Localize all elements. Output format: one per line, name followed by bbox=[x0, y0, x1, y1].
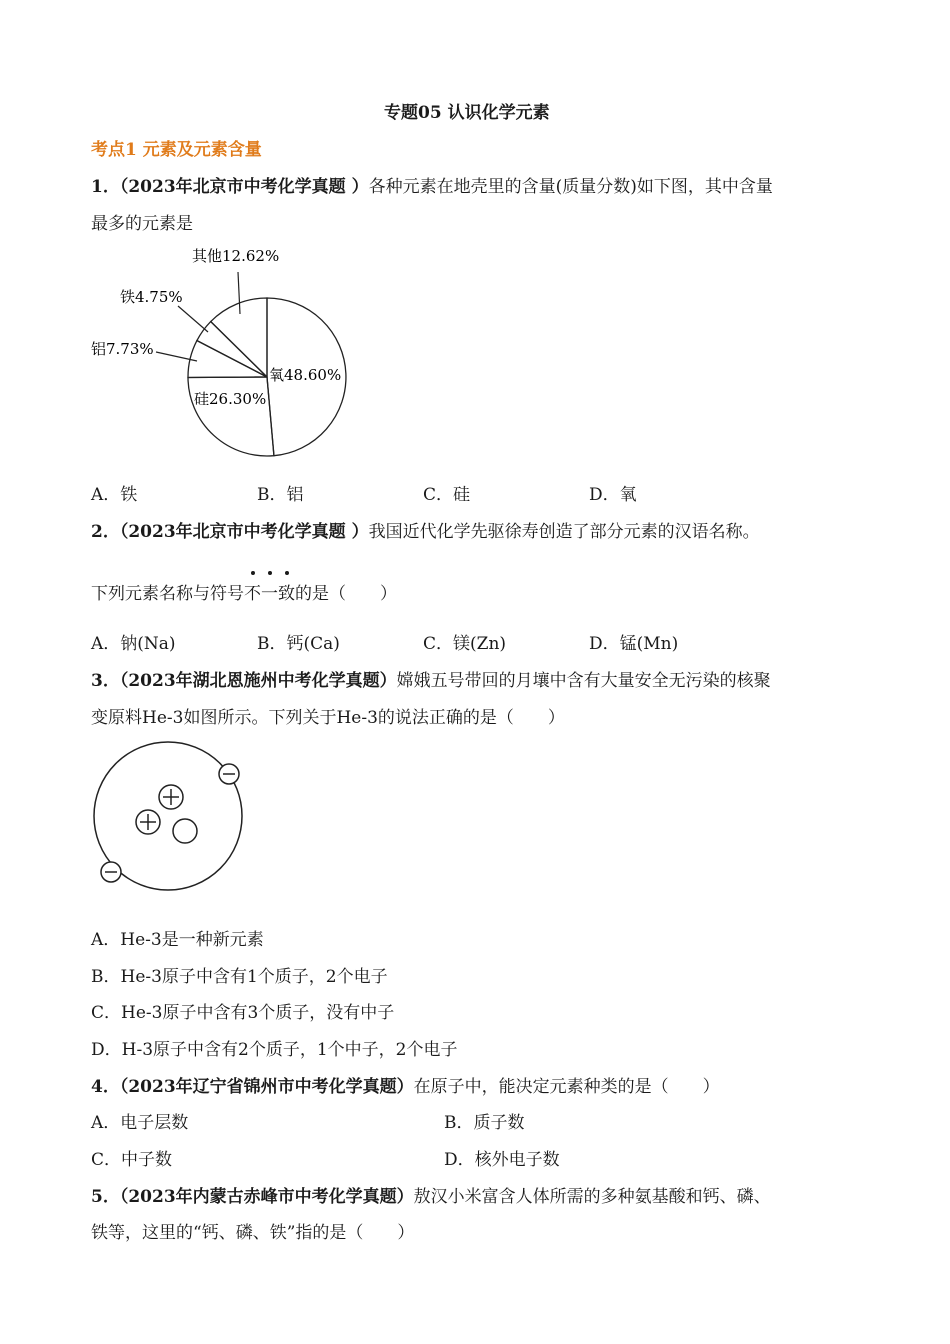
question-number: 5． bbox=[91, 1187, 120, 1207]
option-d[interactable]: D．锰(Mn) bbox=[589, 634, 679, 654]
option-b[interactable]: B．He-3原子中含有1个质子，2个电子 bbox=[91, 967, 388, 987]
option-c[interactable]: C．硅 bbox=[423, 485, 471, 505]
question-4 bbox=[91, 1076, 720, 1098]
pie-slice-1 bbox=[188, 377, 274, 456]
question-text: 敖汉小米富含人体所需的多种氨基酸和钙、磷、 bbox=[413, 1187, 771, 1207]
question-number: 3． bbox=[91, 671, 120, 691]
pie-slice-3 bbox=[197, 322, 267, 377]
question-number: 4． bbox=[91, 1077, 120, 1097]
page-title: 专题05 认识化学元素 bbox=[384, 103, 550, 123]
pie-slice-2 bbox=[188, 341, 267, 378]
question-text: 在原子中，能决定元素种类的是（ ） bbox=[413, 1077, 720, 1097]
question-text: 我国近代化学先驱徐寿创造了部分元素的汉语名称。 bbox=[368, 522, 760, 542]
question-3-line-1 bbox=[91, 670, 771, 692]
question-2-line-1 bbox=[91, 521, 760, 543]
option-b[interactable]: B．钙(Ca) bbox=[257, 634, 340, 654]
question-source: （2023年北京市中考化学真题 ） bbox=[119, 522, 369, 542]
option-b[interactable]: B．铝 bbox=[257, 485, 304, 505]
section-heading: 考点1 元素及元素含量 bbox=[91, 140, 262, 160]
question-2-line-2 bbox=[91, 583, 397, 605]
label-al: 铝7.73% bbox=[91, 340, 154, 358]
option-a[interactable]: A．铁 bbox=[91, 485, 138, 505]
label-fe: 铁4.75% bbox=[120, 288, 183, 306]
question-1-line-2: 最多的元素是 bbox=[91, 214, 193, 234]
question-3-line-2: 变原料He-3如图所示。下列关于He-3的说法正确的是（ ） bbox=[91, 708, 565, 728]
emphasis-char: 一 bbox=[261, 584, 278, 604]
option-b[interactable]: B．质子数 bbox=[444, 1113, 525, 1133]
option-a[interactable]: A．He-3是一种新元素 bbox=[91, 930, 264, 950]
option-d[interactable]: D．核外电子数 bbox=[444, 1150, 560, 1170]
label-o: 氧48.60% bbox=[269, 366, 342, 384]
question-source: （2023年北京市中考化学真题 ） bbox=[119, 177, 369, 197]
option-c[interactable]: C．镁(Zn) bbox=[423, 634, 507, 654]
question-5-line-1 bbox=[91, 1186, 771, 1208]
question-number: 1． bbox=[91, 177, 120, 197]
option-d[interactable]: D．H-3原子中含有2个质子，1个中子，2个电子 bbox=[91, 1040, 458, 1060]
question-number: 2． bbox=[91, 522, 120, 542]
option-d[interactable]: D．氧 bbox=[589, 485, 637, 505]
question-text: 嫦娥五号带回的月壤中含有大量安全无污染的核聚 bbox=[396, 671, 771, 691]
question-text: 的是（ ） bbox=[295, 584, 397, 604]
leader-line-other bbox=[238, 272, 240, 314]
option-a[interactable]: A．钠(Na) bbox=[91, 634, 176, 654]
electron-icon bbox=[101, 862, 121, 882]
electron-icon bbox=[219, 764, 239, 784]
pie-slice-4 bbox=[211, 298, 267, 377]
question-source: （2023年辽宁省锦州市中考化学真题） bbox=[119, 1077, 414, 1097]
emphasis-char: 不 bbox=[244, 584, 261, 604]
question-source: （2023年湖北恩施州中考化学真题） bbox=[119, 671, 397, 691]
leader-line-fe bbox=[178, 306, 208, 332]
pie-chart bbox=[80, 240, 380, 460]
question-source: （2023年内蒙古赤峰市中考化学真题） bbox=[119, 1187, 414, 1207]
question-text: 下列元素名称与符号 bbox=[91, 584, 244, 604]
option-c[interactable]: C．中子数 bbox=[91, 1150, 173, 1170]
option-a[interactable]: A．电子层数 bbox=[91, 1113, 189, 1133]
option-c[interactable]: C．He-3原子中含有3个质子，没有中子 bbox=[91, 1003, 395, 1023]
emphasis-char: 致 bbox=[278, 584, 295, 604]
he3-atom-diagram bbox=[88, 740, 258, 900]
neutron-icon bbox=[173, 819, 197, 843]
question-5-line-2: 铁等，这里的“钙、磷、铁”指的是（ ） bbox=[91, 1223, 415, 1243]
proton-icon bbox=[136, 810, 160, 834]
question-text: 各种元素在地壳里的含量(质量分数)如下图，其中含量 bbox=[368, 177, 773, 197]
proton-icon bbox=[159, 785, 183, 809]
question-1-line-1 bbox=[91, 176, 773, 198]
label-other: 其他12.62% bbox=[192, 247, 280, 265]
label-si: 硅26.30% bbox=[194, 390, 267, 408]
